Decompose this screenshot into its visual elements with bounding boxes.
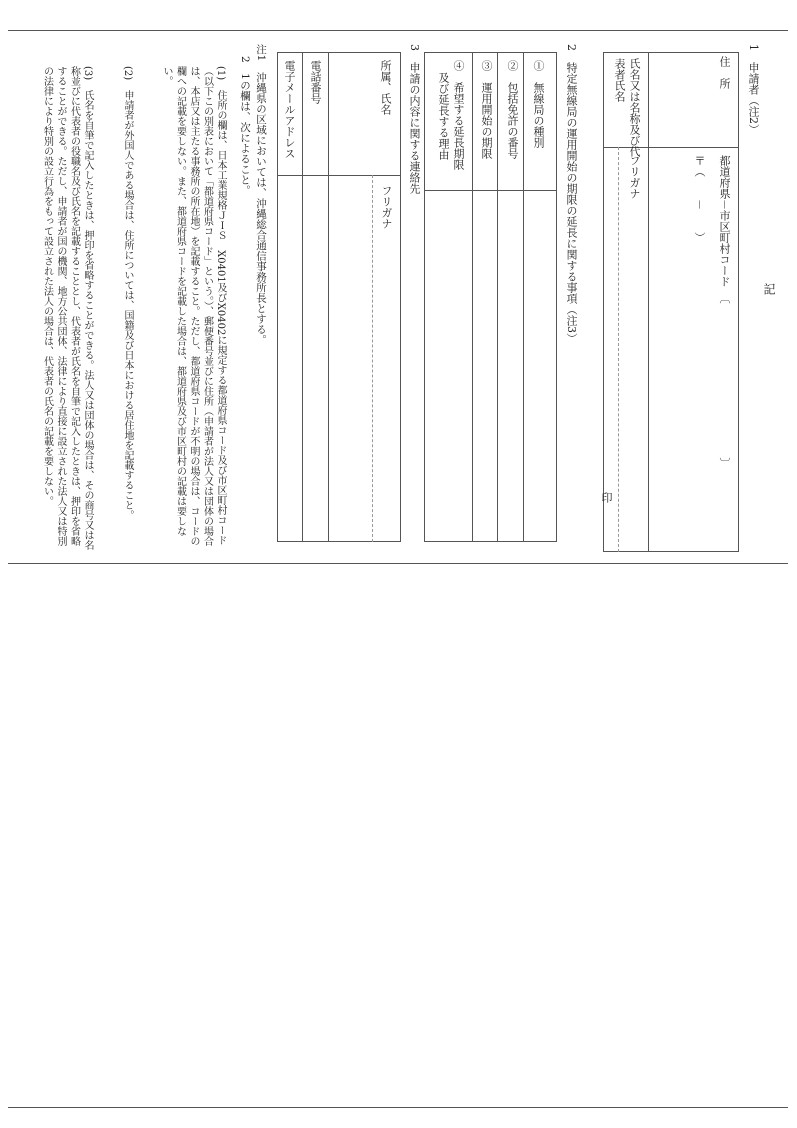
ext-row-2-label: ② 包括免許の番号 xyxy=(506,60,519,159)
ext-row-1-label: ① 無線局の種別 xyxy=(532,60,545,148)
ext-col-divider xyxy=(424,190,557,191)
seal-mark: 印 xyxy=(600,492,613,503)
document-heading: 記 xyxy=(762,283,776,295)
affil-label: 所属、氏名 xyxy=(379,60,392,115)
email-label: 電子メールアドレス xyxy=(283,60,296,159)
ext-row-3-label: ③ 運用開始の期限 xyxy=(480,60,493,159)
contact-row-divider-2 xyxy=(302,52,303,542)
address-label: 住 所 xyxy=(718,56,731,89)
ext-row-divider-3 xyxy=(472,52,473,542)
name-furigana-label: フリガナ xyxy=(628,155,641,199)
note-2-2: (2) 申請者が外国人である場合は、住所については、国籍及び日本における居住地を記載すること。 xyxy=(122,66,133,521)
note-1: 注1 沖縄県の区域においては、沖縄総合通信事務所長とする。 xyxy=(255,44,267,345)
applicant-row-divider xyxy=(648,52,649,552)
ext-row-divider-2 xyxy=(497,52,498,542)
note-2-3: (3) 氏名を自筆で記入したときは、押印を省略することができる。法人又は団体の場合は、その商号又は名称並びに代表者の役職名及び氏名を記載することとし、代表者が氏名を自筆で記入したときは、押印を省略することができる。ただし、申請者が国の機関、地方公共団体、法律により直接に設立された法人又は特別の法律により特別の設立行為をもって設立された法人の場合は、代表者の氏名の記載を要しない。 xyxy=(41,66,93,551)
postal-code: 〒（ － ） xyxy=(693,155,706,243)
contact-furigana-label: フリガナ xyxy=(380,185,393,229)
contact-col-divider xyxy=(277,175,401,176)
contact-furigana-divider xyxy=(372,175,373,542)
top-rule xyxy=(8,30,788,31)
ext-row-4-label-line2: 及び延長する理由 xyxy=(437,72,450,160)
ext-row-divider-1 xyxy=(523,52,524,542)
furigana-divider xyxy=(618,147,619,552)
ext-row-4-label-line1: ④ 希望する延長期限 xyxy=(452,60,465,170)
middle-rule xyxy=(8,563,788,564)
pref-code: 都道府県－市区町村コード 〔 〕 xyxy=(718,155,731,469)
section1-title: 1 申請者（注2） xyxy=(747,44,760,135)
phone-label: 電話番号 xyxy=(309,60,322,104)
bottom-rule xyxy=(8,1107,788,1108)
section2-title: 2 特定無線局の運用開始の期限の延長に関する事項（注3） xyxy=(565,44,578,344)
name-label-line1: 氏名又は名称及び代 xyxy=(628,58,641,157)
note-2-1: (1) 住所の欄は、日本工業規格ＪＩＳ X0401及びX0402に規定する都道府県コード及び市区町村コード（以下この別表において「都道府県コード」という。）、郵便番号並びに住所（申請者が法人又は団体の場合は、本店又は主たる事務所の所在地）を記載すること。ただし、都道府県コードが不明の場合は、コードの欄への記載を要しない。また、都道府県コードを記載した場合は、都道府県及び市区町村の記載は要しない。 xyxy=(161,66,226,546)
name-label-line2: 表者氏名 xyxy=(613,58,626,102)
note-2: 2 1の欄は、次によること。 xyxy=(239,56,251,196)
contact-row-divider-1 xyxy=(328,52,329,542)
section3-title: 3 申請の内容に関する連絡先 xyxy=(408,44,421,194)
applicant-col-divider xyxy=(603,147,739,148)
